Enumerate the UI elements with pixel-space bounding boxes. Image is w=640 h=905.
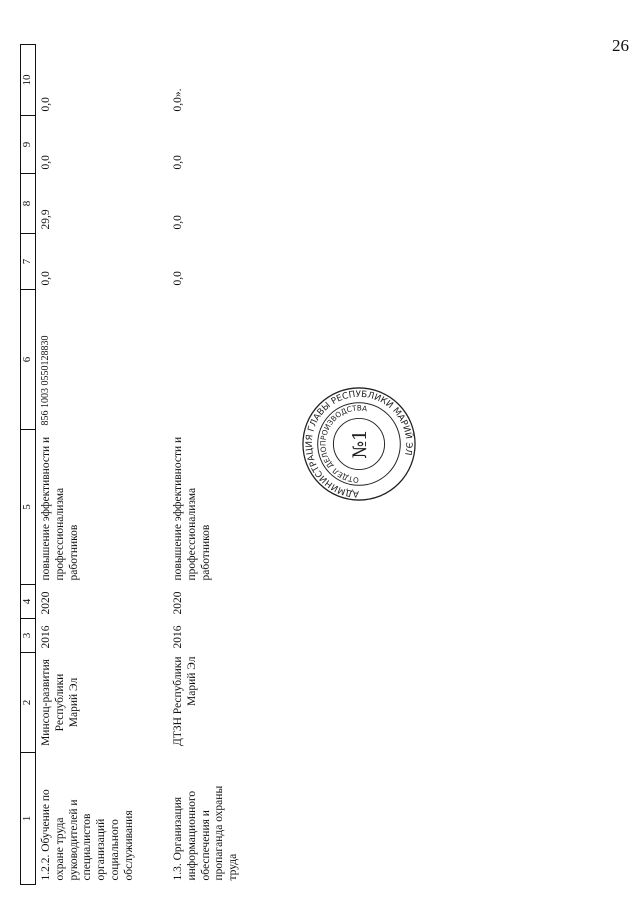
header-cell: 6	[21, 290, 36, 430]
header-cell: 1	[21, 753, 36, 885]
value-cell: 0,0	[40, 271, 52, 286]
header-cell: 9	[21, 116, 36, 174]
header-cell: 3	[21, 619, 36, 653]
result-cell: повышение эффективности и профессионализма работников	[172, 436, 212, 581]
value-cell: 0,0	[40, 97, 52, 112]
header-cell: 8	[21, 174, 36, 234]
end-year-cell: 2020	[172, 591, 184, 615]
value-cell: 0,0	[40, 155, 52, 170]
result-cell: повышение эффективности и профессионализма работников	[40, 436, 80, 581]
stamp-inner-text: ОТДЕЛ ДЕЛОПРОИЗВОДСТВА	[318, 403, 368, 485]
header-cell: 5	[21, 430, 36, 585]
end-year-cell: 2020	[40, 591, 52, 615]
header-cell: 2	[21, 653, 36, 753]
executor-cell: Минсоц-развития Республики Марий Эл	[40, 659, 80, 746]
official-stamp	[300, 385, 418, 503]
start-year-cell: 2016	[40, 625, 52, 649]
stamp-center-text: №1	[349, 429, 371, 459]
value-cell: 0,0	[172, 215, 184, 230]
activity-cell: 1.3. Организация информационного обеспечения и пропаганда охраны труда	[172, 785, 240, 881]
value-cell: 29,9	[40, 209, 52, 230]
value-cell: 0,0».	[172, 88, 184, 112]
header-cell: 7	[21, 234, 36, 290]
value-cell: 0,0	[172, 271, 184, 286]
program-table	[20, 44, 302, 885]
executor-cell: ДТЗН Республики Марий Эл	[172, 656, 198, 747]
budget-code-cell	[160, 290, 302, 430]
budget-code-cell: 856 1003 0550128830	[40, 335, 51, 426]
header-cell: 10	[21, 45, 36, 116]
stamp-outer-text: АДМИНИСТРАЦИЯ ГЛАВЫ РЕСПУБЛИКИ МАРИЙ ЭЛ	[304, 389, 414, 499]
page-number: 26	[612, 36, 629, 55]
table-row	[160, 45, 302, 885]
activity-cell: 1.2.2. Обучение по охране труда руководителей и специалистов организаций социального обслуживания	[40, 789, 135, 881]
header-row	[21, 45, 36, 885]
value-cell: 0,0	[172, 155, 184, 170]
header-cell: 4	[21, 585, 36, 619]
start-year-cell: 2016	[172, 625, 184, 649]
table-row	[36, 45, 161, 885]
